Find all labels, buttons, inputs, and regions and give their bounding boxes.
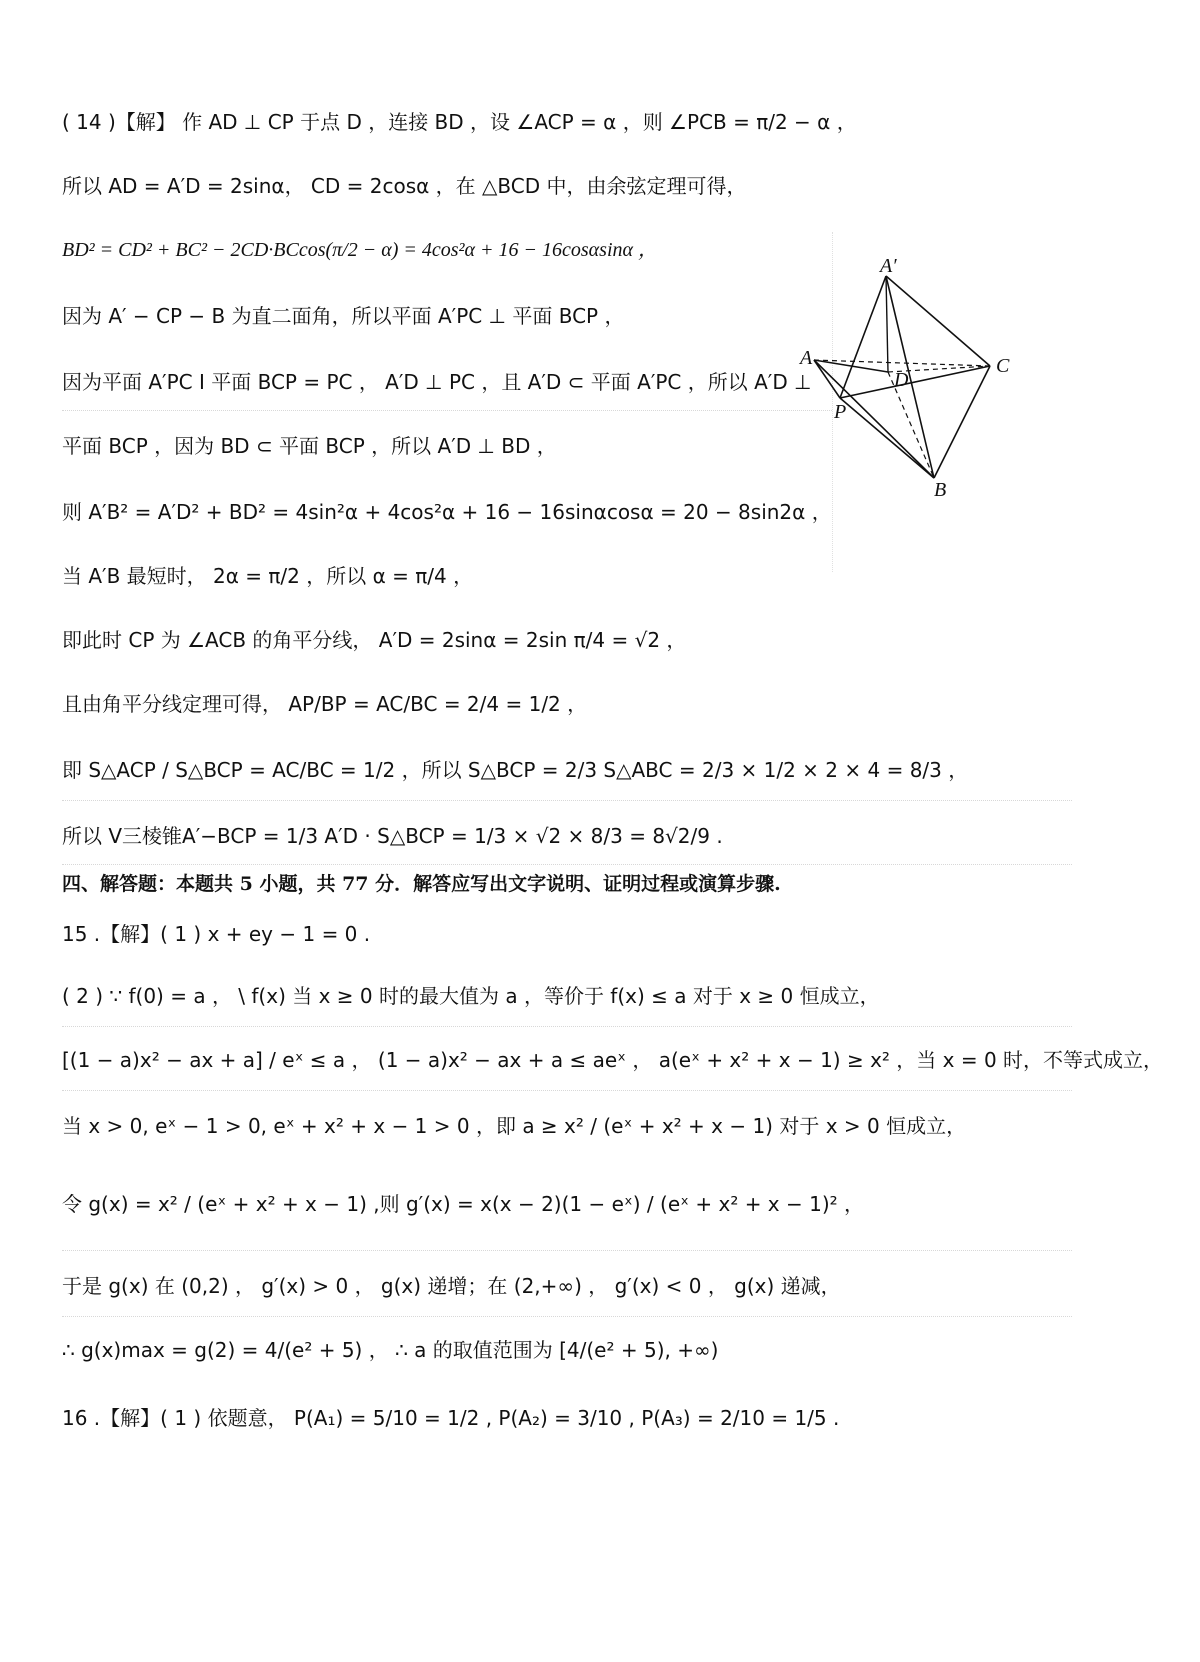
edge-a-c-hidden bbox=[814, 360, 990, 366]
dotted-separator bbox=[62, 800, 1072, 801]
line-volume: 所以 V三棱锥A′−BCP = 1/3 A′D · S△BCP = 1/3 × √2 × 8/3 = 8√2/9 . bbox=[62, 824, 723, 848]
line-ab-squared: 则 A′B² = A′D² + BD² = 4sin²α + 4cos²α + 16 − 16sinαcosα = 20 − 8sin2α ， bbox=[62, 500, 832, 524]
label-a-prime: A′ bbox=[880, 255, 897, 277]
dotted-separator bbox=[62, 1250, 1072, 1251]
label-a: A bbox=[800, 347, 813, 369]
tetrahedron-figure bbox=[800, 255, 1060, 508]
edge-a-prime-c bbox=[886, 276, 990, 366]
dotted-separator bbox=[62, 1026, 1072, 1027]
line-monotonicity: 于是 g(x) 在 (0,2) ， g′(x) > 0 ， g(x) 递增；在 (2,+∞) ， g′(x) < 0 ， g(x) 递减， bbox=[62, 1274, 841, 1298]
edge-a-prime-d bbox=[886, 276, 888, 372]
line-16-part1: 16 .【解】( 1 ) 依题意， P(A₁) = 5/10 = 1/2 , P(A₂) = 3/10 , P(A₃) = 2/10 = 1/5 . bbox=[62, 1406, 840, 1430]
line-max-range: ∴ g(x)max = g(2) = 4/(e² + 5) ， ∴ a 的取值范围为 [4/(e² + 5), +∞) bbox=[62, 1338, 719, 1362]
line-bd-squared: BD² = CD² + BC² − 2CD·BCcos(π/2 − α) = 4cos²α + 16 − 16cosαsinα ， bbox=[62, 239, 659, 261]
edge-c-b bbox=[934, 366, 990, 478]
line-15-part2: ( 2 ) ∵ f(0) = a ， \ f(x) 当 x ≥ 0 时的最大值为 a ，等价于 f(x) ≤ a 对于 x ≥ 0 恒成立， bbox=[62, 984, 880, 1008]
label-d: D bbox=[894, 369, 909, 391]
edge-a-prime-p bbox=[840, 276, 886, 398]
line-dihedral: 因为 A′ − CP − B 为直二面角，所以平面 A′PC ⊥ 平面 BCP ， bbox=[62, 304, 625, 328]
line-perpendicular-bd: 平面 BCP ，因为 BD ⊂ 平面 BCP ，所以 A′D ⊥ BD ， bbox=[62, 434, 557, 458]
line-angle-bisector: 即此时 CP 为 ∠ACB 的角平分线， A′D = 2sinα = 2sin π/4 = √2 ， bbox=[62, 628, 687, 652]
line-min-condition: 当 A′B 最短时， 2α = π/2 ，所以 α = π/4 ， bbox=[62, 564, 474, 588]
line-plane-intersection: 因为平面 A′PC I 平面 BCP = PC ， A′D ⊥ PC ，且 A′D ⊂ 平面 A′PC ，所以 A′D ⊥ bbox=[62, 370, 812, 394]
line-inequality: [(1 − a)x² − ax + a] / eˣ ≤ a ， (1 − a)x² − ax + a ≤ aeˣ ， a(eˣ + x² + x − 1) ≥ x² ，当 x = 0 时，不等式成立， bbox=[62, 1048, 1164, 1072]
label-b: B bbox=[934, 479, 947, 501]
line-bisector-theorem: 且由角平分线定理可得， AP/BP = AC/BC = 2/4 = 1/2 ， bbox=[62, 692, 588, 716]
edge-a-p bbox=[814, 360, 840, 398]
dotted-separator bbox=[62, 1316, 1072, 1317]
dotted-separator bbox=[62, 1090, 1072, 1091]
label-p: P bbox=[834, 401, 847, 423]
line-15-part1: 15 .【解】( 1 ) x + ey − 1 = 0 . bbox=[62, 922, 371, 946]
line-g-definition: 令 g(x) = x² / (eˣ + x² + x − 1) ,则 g′(x) = x(x − 2)(1 − eˣ) / (eˣ + x² + x − 1)² ， bbox=[62, 1192, 865, 1216]
label-c: C bbox=[996, 355, 1010, 377]
dotted-separator bbox=[62, 410, 832, 411]
edge-p-b bbox=[840, 398, 934, 478]
section-heading: 四、解答题：本题共 5 小题，共 77 分．解答应写出文字说明、证明过程或演算步骤. bbox=[62, 873, 781, 895]
line-14-intro: ( 14 )【解】 作 AD ⊥ CP 于点 D ，连接 BD ，设 ∠ACP = α ，则 ∠PCB = π/2 − α ， bbox=[62, 110, 857, 134]
line-area-ratio: 即 S△ACP / S△BCP = AC/BC = 1/2 ，所以 S△BCP = 2/3 S△ABC = 2/3 × 1/2 × 2 × 4 = 8/3 ， bbox=[62, 758, 969, 782]
dotted-separator bbox=[62, 864, 1072, 865]
line-cosine-setup: 所以 AD = A′D = 2sinα， CD = 2cosα ，在 △BCD 中，由余弦定理可得， bbox=[62, 174, 747, 198]
line-a-bound: 当 x > 0, eˣ − 1 > 0, eˣ + x² + x − 1 > 0 ，即 a ≥ x² / (eˣ + x² + x − 1) 对于 x > 0 恒成立， bbox=[62, 1114, 967, 1138]
figure-separator bbox=[832, 232, 833, 572]
